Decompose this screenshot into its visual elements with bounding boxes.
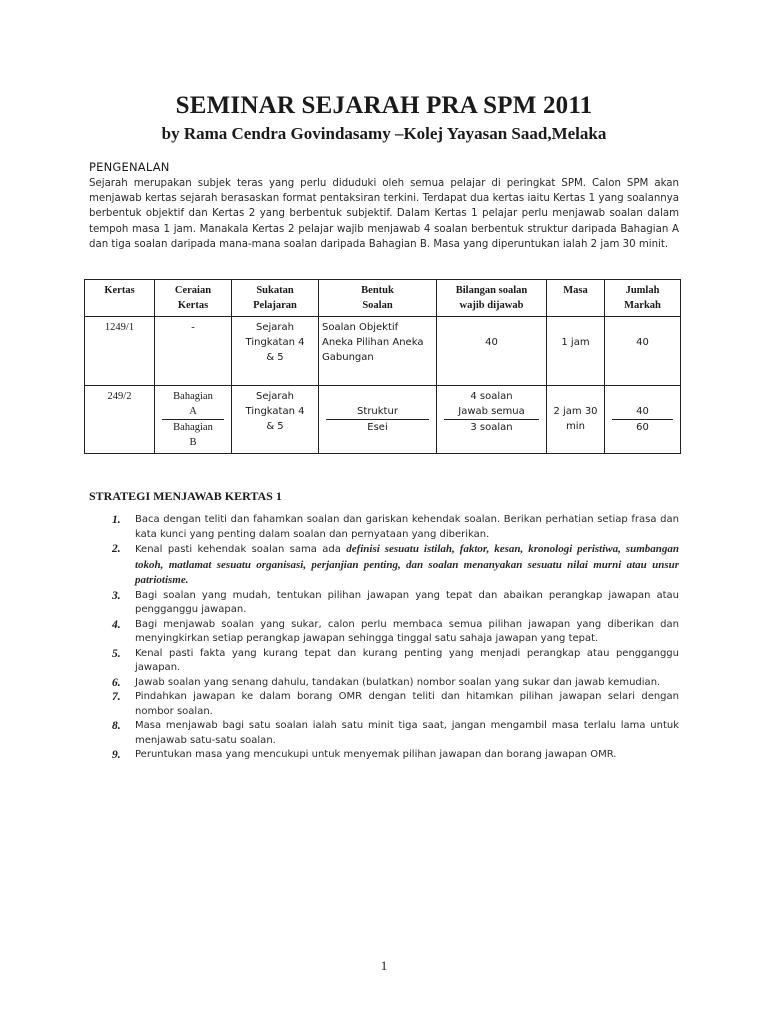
cell-masa: 2 jam 30 min [547, 386, 605, 454]
cell-markah: 40 60 [605, 386, 681, 454]
list-item: 9. Peruntukan masa yang mencukupi untuk menyemak pilihan jawapan dan borang jawapan OMR. [112, 749, 617, 761]
cell-ceraian: Bahagian A Bahagian B [155, 386, 232, 454]
list-item: 7. Pindahkan jawapan ke dalam borang OMR dengan teliti dan hitamkan pilihan jawapan selari dengan nombor soalan. [112, 691, 679, 717]
strategy-heading: STRATEGI MENJAWAB KERTAS 1 [89, 489, 282, 503]
page-subtitle: by Rama Cendra Govindasamy –Kolej Yayasan Saad,Melaka [161, 124, 607, 143]
list-item: 1. Baca dengan teliti dan fahamkan soalan dan gariskan kehendak soalan. Berikan perhatian setiap frasa dan kata kunci yang penting dalam soalan dan pernyataan yang diberikan. [112, 514, 679, 540]
list-item: 6. Jawab soalan yang senang dahulu, tandakan (bulatkan) nombor soalan yang sukar dan jawab kemudian. [112, 676, 661, 689]
cell-markah: 40 [605, 317, 681, 386]
cell-ceraian: - [155, 317, 232, 386]
table-row [85, 317, 681, 386]
cell-kertas: 1249/1 [85, 317, 155, 386]
cell-sukatan: Sejarah Tingkatan 4 & 5 [232, 386, 319, 454]
table-row [85, 386, 681, 454]
intro-paragraph: Sejarah merupakan subjek teras yang perlu diduduki oleh semua pelajar di peringkat SPM. Calon SPM akan menjawab kertas sejarah berasaskan format pentaksiran terkini. Terdapat dua kertas iaitu Kertas 1 yang soalannya berbentuk objektif dan Kertas 2 yang berbentuk subjektif. Dalam Kertas 1 pelajar perlu menjawab soalan dalam tempoh masa 1 jam. Manakala Kertas 2 pelajar wajib menjawab 4 soalan berbentuk struktur daripada Bahagian A dan tiga soalan daripada mana-mana soalan daripada Bahagian B. Masa yang diperuntukan ialah 2 jam 30 minit. [89, 178, 679, 250]
list-item: 4. Bagi menjawab soalan yang sukar, calon perlu membaca semua pilihan jawapan yang diberikan dan menyingkirkan setiap perangkap jawapan sehingga tinggal satu sahaja jawapan yang tepat. [112, 618, 679, 644]
header-jumlah: Jumlah Markah [605, 280, 681, 317]
cell-sukatan: Sejarah Tingkatan 4 & 5 [232, 317, 319, 386]
header-bentuk: Bentuk Soalan [319, 280, 437, 317]
header-masa: Masa [547, 280, 605, 317]
list-item: 2. Kenal pasti kehendak soalan sama ada definisi sesuatu istilah, faktor, kesan, kronologi peristiwa, sumbangan tokoh, matlamat sesuatu organisasi, perjanjian penting, dan soalan menanyakan sesuatu nilai murni atau unsur patriotisme. [112, 543, 679, 586]
header-kertas: Kertas [85, 280, 155, 317]
cell-bilangan: 40 [437, 317, 547, 386]
list-item: 5. Kenal pasti fakta yang kurang tepat dan kurang penting yang menjadi perangkap atau pengganggu jawapan. [112, 647, 679, 673]
strategy-list [112, 513, 679, 763]
list-item: 8. Masa menjawab bagi satu soalan ialah satu minit tiga saat, jangan mengambil masa terlalu lama untuk menjawab satu-satu soalan. [112, 720, 679, 746]
table-header-row [85, 280, 681, 317]
header-bilangan: Bilangan soalan wajib dijawab [437, 280, 547, 317]
cell-bentuk: Struktur Esei [319, 386, 437, 454]
cell-bilangan: 4 soalan Jawab semua 3 soalan [437, 386, 547, 454]
exam-format-table [84, 279, 681, 454]
intro-heading: PENGENALAN [89, 160, 170, 174]
list-item: 3. Bagi soalan yang mudah, tentukan pilihan jawapan yang tepat dan abaikan perangkap jawapan atau pengganggu jawapan. [112, 589, 679, 615]
header-ceraian: Ceraian Kertas [155, 280, 232, 317]
header-sukatan: Sukatan Pelajaran [232, 280, 319, 317]
page-number: 1 [380, 958, 388, 973]
cell-bentuk: Soalan Objektif Aneka Pilihan Aneka Gabungan [319, 317, 437, 386]
cell-kertas: 249/2 [85, 386, 155, 454]
cell-masa: 1 jam [547, 317, 605, 386]
page-title: SEMINAR SEJARAH PRA SPM 2011 [175, 92, 593, 119]
